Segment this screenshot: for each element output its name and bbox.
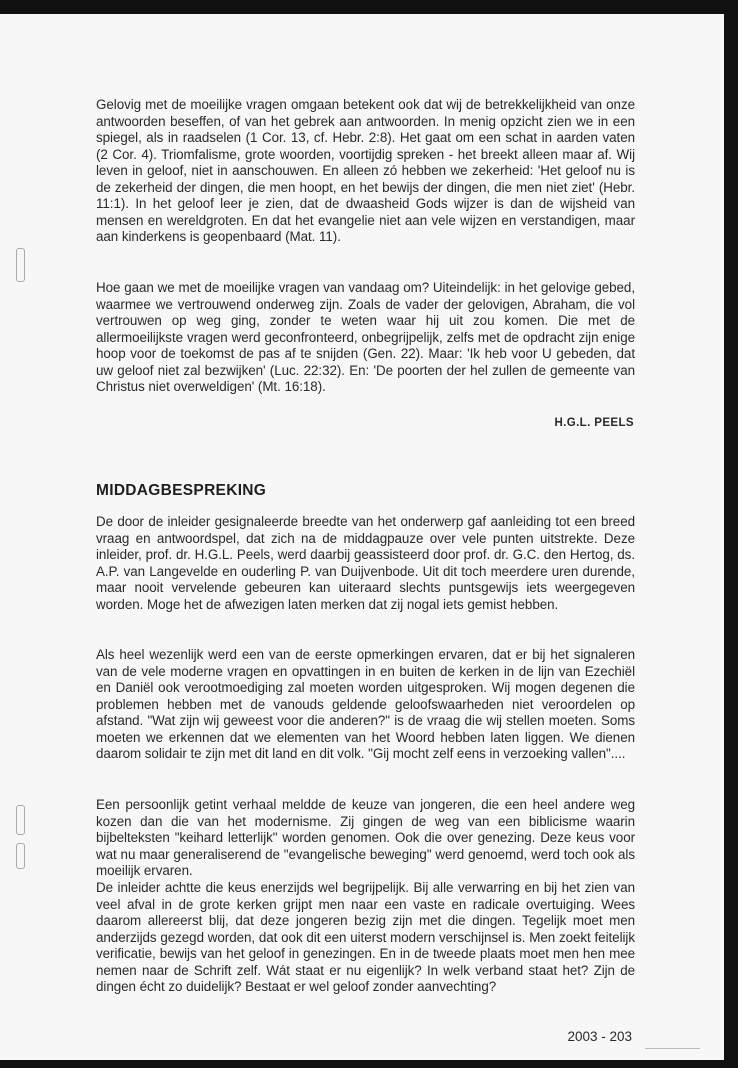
scan-border-top (0, 0, 738, 14)
binding-hole-mark (16, 805, 25, 835)
page-number: 2003 - 203 (567, 1029, 632, 1044)
paragraph-discussion-intro: De door de inleider gesignaleerde breedte van het onderwerp gaf aanleiding tot een breed vraag en antwoordspel, dat zich na de middagpauze over vele punten uitstrekte. Deze inleider, prof. dr. H.G.L. Peels, werd daarbij geassisteerd door prof. dr. G.C. den Hertog, ds. A.P. van Langevelde en ouderling P. van Duijvenbode. Uit dit toch meerdere uren durende, maar nooit vervelende gebeuren kan uiteraard slechts puntsgewijs iets weergegeven worden. Moge het de afwezigen laten merken dat zij nogal iets gemist hebben. (96, 514, 635, 612)
paragraph-speaker-response: De inleider achtte die keus enerzijds wel begrijpelijk. Bij alle verwarring en bij het zien van veel afval in de grote kerken grijpt men naar een vaste en radicale overtuiging. Wees daarom allereerst blij, dat deze jongeren bezig zijn met die dingen. Tegelijk moet men anderzijds gezegd worden, dat ook dit een uiterst modern verschijnsel is. Men zoekt feitelijk verificatie, bewijs van het geloof in genezingen. En in de tweede plaats moet men hen mee nemen naar de Schrift zelf. Wát staat er nu eigenlijk? In welk verband staat het? Zijn de dingen écht zo duidelijk? Bestaat er wel geloof zonder aanvechting? (96, 880, 635, 995)
paragraph-prayer: Hoe gaan we met de moeilijke vragen van vandaag om? Uiteindelijk: in het gelovige gebed, waarmee we vertrouwend onderweg zijn. Zoals de vader der gelovigen, Abraham, die vol vertrouwen op weg ging, zonder te weten waar hij uit zou komen. Die met de allermoeilijkste vragen werd geconfronteerd, onbegrijpelijk, zelfs met de opdracht zijn enige hoop voor de toekomst de pas af te snijden (Gen. 22). Maar: 'Ik heb voor U gebeden, dat uw geloof niet zal bezwijken' (Luc. 22:32). En: 'De poorten der hel zullen de gemeente van Christus niet overweldigen' (Mt. 16:18). (96, 280, 635, 395)
binding-hole-mark (16, 843, 25, 869)
paragraph-youth-choice: Een persoonlijk getint verhaal meldde de keuze van jongeren, die een heel andere weg kozen dan die van het modernisme. Zij gingen de weg van een biblicisme waarin bijbelteksten "keihard letterlijk" worden genomen. Ook die over genezing. Deze keus voor wat nu maar generaliserend de "evangelische beweging" werd genoemd, werd toch ook als moeilijk ervaren. (96, 797, 635, 879)
author-signature: H.G.L. PEELS (554, 417, 634, 429)
binding-hole-mark (16, 248, 25, 282)
scan-border-right (724, 0, 738, 1068)
scan-border-bottom (0, 1060, 738, 1068)
pencil-mark (645, 1048, 700, 1049)
paragraph-humility: Als heel wezenlijk werd een van de eerste opmerkingen ervaren, dat er bij het signaleren van de vele moderne vragen en opvattingen in en buiten de kerken in de lijn van Ezechiël en Daniël ook verootmoediging zal moeten worden uitgesproken. Wij mogen degenen die problemen hebben met de vanouds geldende geloofswaarheden niet veroordelen op afstand. "Wat zijn wij geweest voor die anderen?" is de vraag die wij stellen moeten. Soms moeten we erkennen dat we elementen van het Woord hebben laten liggen. We dienen daarom solidair te zijn met dit land en dit volk. "Gij mocht zelf eens in verzoeking vallen".... (96, 647, 635, 762)
paragraph-closing-reflection: Gelovig met de moeilijke vragen omgaan betekent ook dat wij de betrekkelijkheid van onze antwoorden beseffen, of van het gebrek aan antwoorden. In menig opzicht zien we in een spiegel, als in raadselen (1 Cor. 13, cf. Hebr. 2:8). Het gaat om een schat in aarden vaten (2 Cor. 4). Triomfalisme, grote woorden, voortijdig spreken - het breekt alleen maar af. Wij leven in geloof, niet in aanschouwen. En alleen zó hebben we zekerheid: 'Het geloof nu is de zekerheid der dingen, die men hoopt, en het bewijs der dingen, die men niet ziet' (Hebr. 11:1). In het geloof leer je zien, dat de dwaasheid Gods wijzer is dan de wijsheid van mensen en wereldgroten. En dat het evangelie niet aan vele wijzen en verstandigen, maar aan kinderkens is geopenbaard (Mat. 11). (96, 97, 635, 245)
section-title: MIDDAGBESPREKING (96, 482, 267, 499)
